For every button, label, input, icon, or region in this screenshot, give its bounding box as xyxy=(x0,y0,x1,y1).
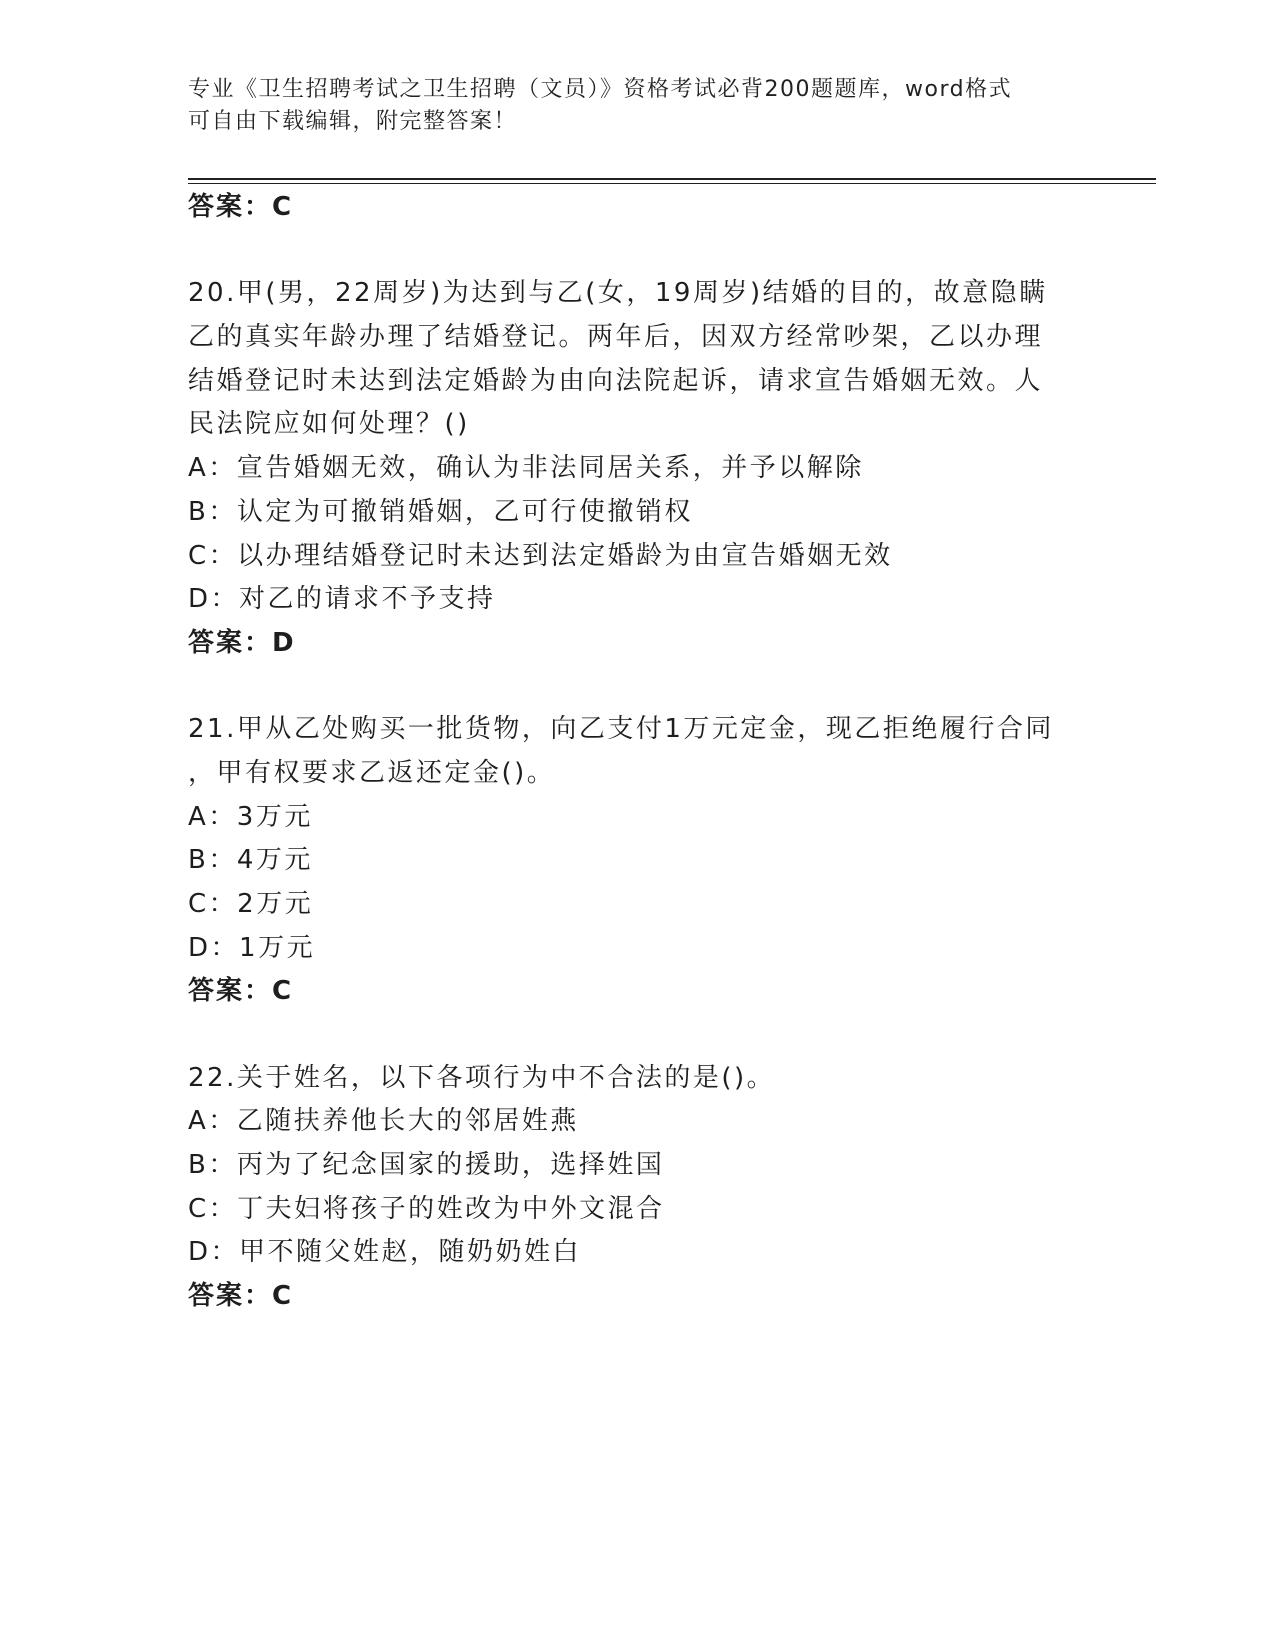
option-b: B：丙为了纪念国家的援助，选择姓国 xyxy=(188,1150,665,1180)
option-b: B：认定为可撤销婚姻，乙可行使撤销权 xyxy=(188,497,693,527)
option-b: B：4万元 xyxy=(188,845,313,875)
option-a: A：3万元 xyxy=(188,802,313,832)
option-c: C：以办理结婚登记时未达到法定婚龄为由宣告婚姻无效 xyxy=(188,541,893,571)
question-stem-line: 乙的真实年龄办理了结婚登记。两年后，因双方经常吵架，乙以办理 xyxy=(188,322,1044,352)
header-divider-thin xyxy=(188,183,1156,184)
option-d: D：1万元 xyxy=(188,933,316,963)
option-c: C：2万元 xyxy=(188,889,314,919)
answer: 答案：C xyxy=(188,976,294,1006)
document-header xyxy=(188,74,1088,138)
header-divider-thick xyxy=(188,178,1156,180)
option-a: A：乙随扶养他长大的邻居姓燕 xyxy=(188,1106,579,1136)
answer: 答案：D xyxy=(188,628,296,658)
option-a: A：宣告婚姻无效，确认为非法同居关系，并予以解除 xyxy=(188,453,864,483)
question-stem-line: 20.甲(男，22周岁)为达到与乙(女，19周岁)结婚的目的，故意隐瞒 xyxy=(188,278,1048,308)
answer: 答案：C xyxy=(188,1281,294,1311)
header-line-1: 专业《卫生招聘考试之卫生招聘（文员）》资格考试必背200题题库，word格式 xyxy=(188,77,1013,102)
question-stem-line: 民法院应如何处理？() xyxy=(188,409,470,439)
header-line-2: 可自由下载编辑，附完整答案！ xyxy=(188,109,518,134)
option-d: D：对乙的请求不予支持 xyxy=(188,584,496,614)
question-stem-line: 结婚登记时未达到法定婚龄为由向法院起诉，请求宣告婚姻无效。人 xyxy=(188,366,1044,396)
question-stem-line: 21.甲从乙处购买一批货物，向乙支付1万元定金，现乙拒绝履行合同 xyxy=(188,714,1054,744)
previous-answer: 答案：C xyxy=(188,192,294,222)
option-c: C：丁夫妇将孩子的姓改为中外文混合 xyxy=(188,1194,665,1224)
option-d: D：甲不随父姓赵，随奶奶姓白 xyxy=(188,1237,582,1267)
question-stem-line: ，甲有权要求乙返还定金()。 xyxy=(188,758,556,788)
question-stem-line: 22.关于姓名，以下各项行为中不合法的是()。 xyxy=(188,1063,776,1093)
